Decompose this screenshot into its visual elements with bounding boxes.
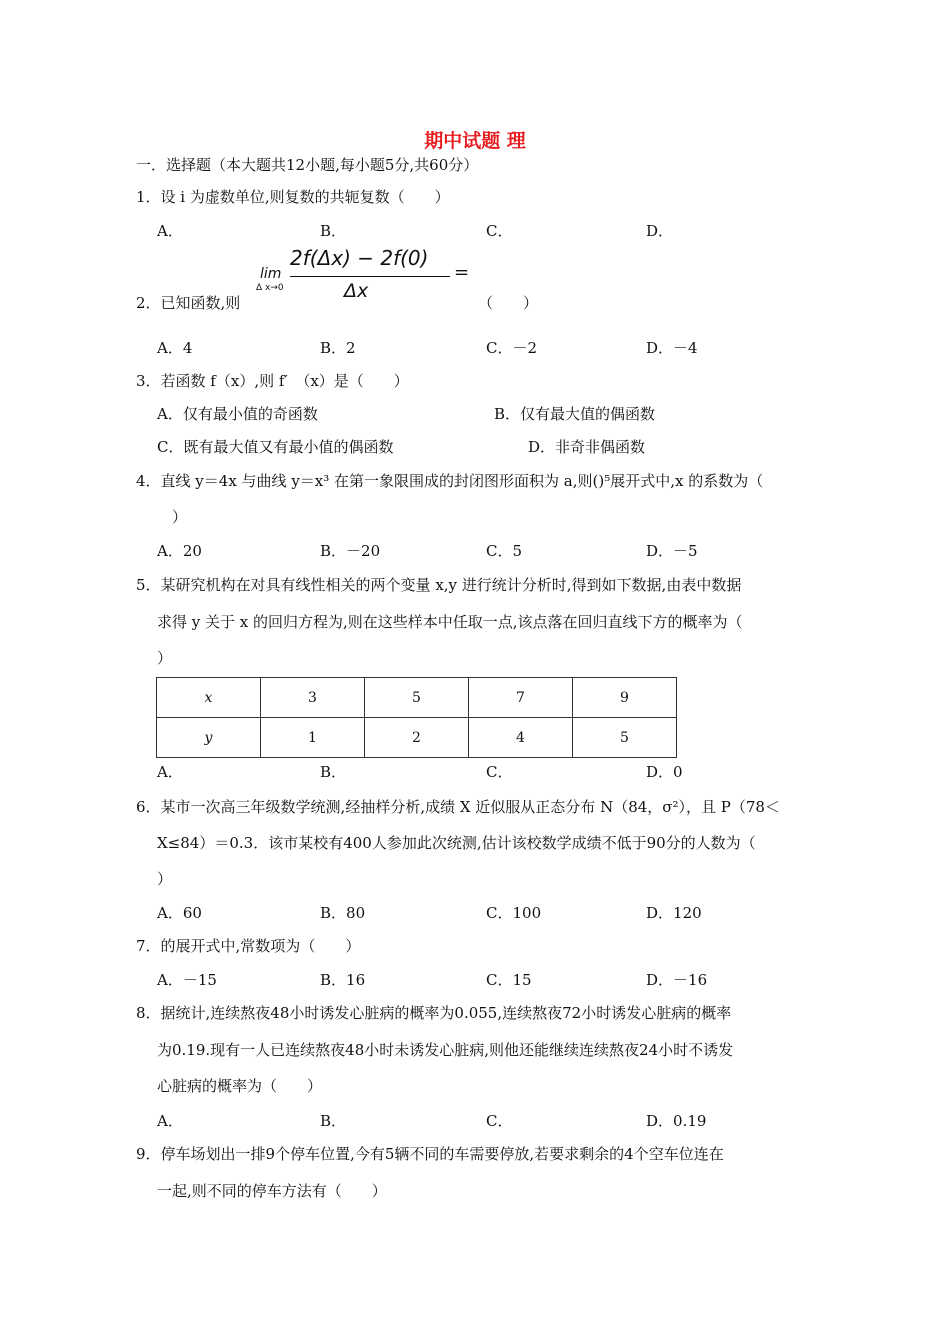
question-4-line-1: 4．直线 y＝4x 与曲线 y＝x³ 在第一象限围成的封闭图形面积为 a,则()⁵展开式中,x 的系数为（ — [136, 472, 764, 490]
q8-option-a[interactable]: A． — [157, 1112, 183, 1130]
q1-option-d[interactable]: D． — [646, 222, 674, 240]
q8-option-b[interactable]: B． — [320, 1112, 347, 1130]
q2-option-b[interactable]: B．2 — [320, 339, 356, 357]
q5-option-c[interactable]: C． — [486, 763, 513, 781]
question-5-line-2: 求得 y 关于 x 的回归方程为,则在这些样本中任取一点,该点落在回归直线下方的概率为（ — [157, 613, 743, 631]
equals-sign: = — [454, 262, 470, 283]
question-5-line-3: ） — [157, 649, 173, 667]
q6-option-a[interactable]: A．60 — [157, 904, 202, 922]
q3-option-b[interactable]: B．仅有最大值的偶函数 — [494, 405, 656, 423]
q4-option-b[interactable]: B．－20 — [320, 542, 381, 560]
table-cell: 9 — [573, 678, 677, 718]
q2-option-d[interactable]: D．－4 — [646, 339, 698, 357]
page-title: 期中试题 理 — [424, 130, 526, 152]
q2-option-a[interactable]: A．4 — [157, 339, 193, 357]
table-cell: y — [157, 718, 261, 758]
table-cell: 7 — [469, 678, 573, 718]
q1-option-b[interactable]: B． — [320, 222, 347, 240]
question-8-line-1: 8．据统计,连续熬夜48小时诱发心脏病的概率为0.055,连续熬夜72小时诱发心脏病的概率 — [136, 1004, 732, 1022]
data-table — [156, 677, 677, 758]
q3-option-d[interactable]: D．非奇非偶函数 — [528, 438, 646, 456]
table-cell: 1 — [261, 718, 365, 758]
question-6-line-1: 6．某市一次高三年级数学统测,经抽样分析,成绩 X 近似服从正态分布 N（84，σ²），且 P（78＜ — [136, 798, 780, 816]
question-7-stem: 7．的展开式中,常数项为（ ） — [136, 937, 361, 955]
question-6-line-2: X≤84）＝0.3．该市某校有400人参加此次统测,估计该校数学成绩不低于90分的人数为（ — [157, 834, 756, 852]
fraction-bar — [290, 276, 450, 277]
table-cell: 3 — [261, 678, 365, 718]
table-cell: 5 — [573, 718, 677, 758]
question-9-line-2: 一起,则不同的停车方法有（ ） — [157, 1182, 387, 1200]
fraction-numerator: 2f(Δx) − 2f(0) — [290, 246, 429, 270]
q3-option-a[interactable]: A．仅有最小值的奇函数 — [157, 405, 318, 423]
q5-option-a[interactable]: A． — [157, 763, 183, 781]
q8-option-d[interactable]: D．0.19 — [646, 1112, 707, 1130]
q1-option-c[interactable]: C． — [486, 222, 513, 240]
table-row — [157, 718, 677, 758]
lim-label: lim — [260, 266, 282, 282]
q7-option-a[interactable]: A．－15 — [157, 971, 217, 989]
table-cell: 5 — [365, 678, 469, 718]
q5-option-b[interactable]: B． — [320, 763, 347, 781]
q7-option-c[interactable]: C．15 — [486, 971, 532, 989]
q3-option-c[interactable]: C．既有最大值又有最小值的偶函数 — [157, 438, 394, 456]
question-8-line-2: 为0.19.现有一人已连续熬夜48小时未诱发心脏病,则他还能继续连续熬夜24小时不诱发 — [157, 1041, 734, 1059]
question-9-line-1: 9．停车场划出一排9个停车位置,今有5辆不同的车需要停放,若要求剩余的4个空车位连在 — [136, 1145, 724, 1163]
q4-option-a[interactable]: A．20 — [157, 542, 202, 560]
q5-option-d[interactable]: D．0 — [646, 763, 683, 781]
q4-option-d[interactable]: D．－5 — [646, 542, 698, 560]
q6-option-c[interactable]: C．100 — [486, 904, 542, 922]
question-3-stem: 3．若函数 f（x）,则 f′ （x）是（ ） — [136, 372, 409, 390]
question-8-line-3: 心脏病的概率为（ ） — [157, 1077, 323, 1095]
table-cell: 2 — [365, 718, 469, 758]
lim-subscript: Δ x→0 — [256, 283, 284, 293]
question-5-line-1: 5．某研究机构在对具有线性相关的两个变量 x,y 进行统计分析时,得到如下数据,由表中数据 — [136, 576, 742, 594]
q4-option-c[interactable]: C．5 — [486, 542, 523, 560]
q1-option-a[interactable]: A． — [157, 222, 183, 240]
q6-option-b[interactable]: B．80 — [320, 904, 366, 922]
q7-option-d[interactable]: D．－16 — [646, 971, 708, 989]
q7-option-b[interactable]: B．16 — [320, 971, 366, 989]
question-6-line-3: ） — [157, 870, 173, 888]
question-1-stem: 1．设 i 为虚数单位,则复数的共轭复数（ ） — [136, 188, 450, 206]
table-cell: x — [157, 678, 261, 718]
q2-option-c[interactable]: C．－2 — [486, 339, 538, 357]
limit-formula — [256, 246, 496, 302]
table-row — [157, 678, 677, 718]
question-2-stem: 2．已知函数,则 — [136, 294, 241, 312]
fraction-denominator: Δx — [344, 280, 369, 302]
question-2-paren: （ ） — [478, 294, 539, 312]
q8-option-c[interactable]: C． — [486, 1112, 513, 1130]
question-4-line-2: ） — [172, 508, 188, 526]
section-heading: 一．选择题（本大题共12小题,每小题5分,共60分） — [136, 156, 479, 174]
table-cell: 4 — [469, 718, 573, 758]
q6-option-d[interactable]: D．120 — [646, 904, 702, 922]
